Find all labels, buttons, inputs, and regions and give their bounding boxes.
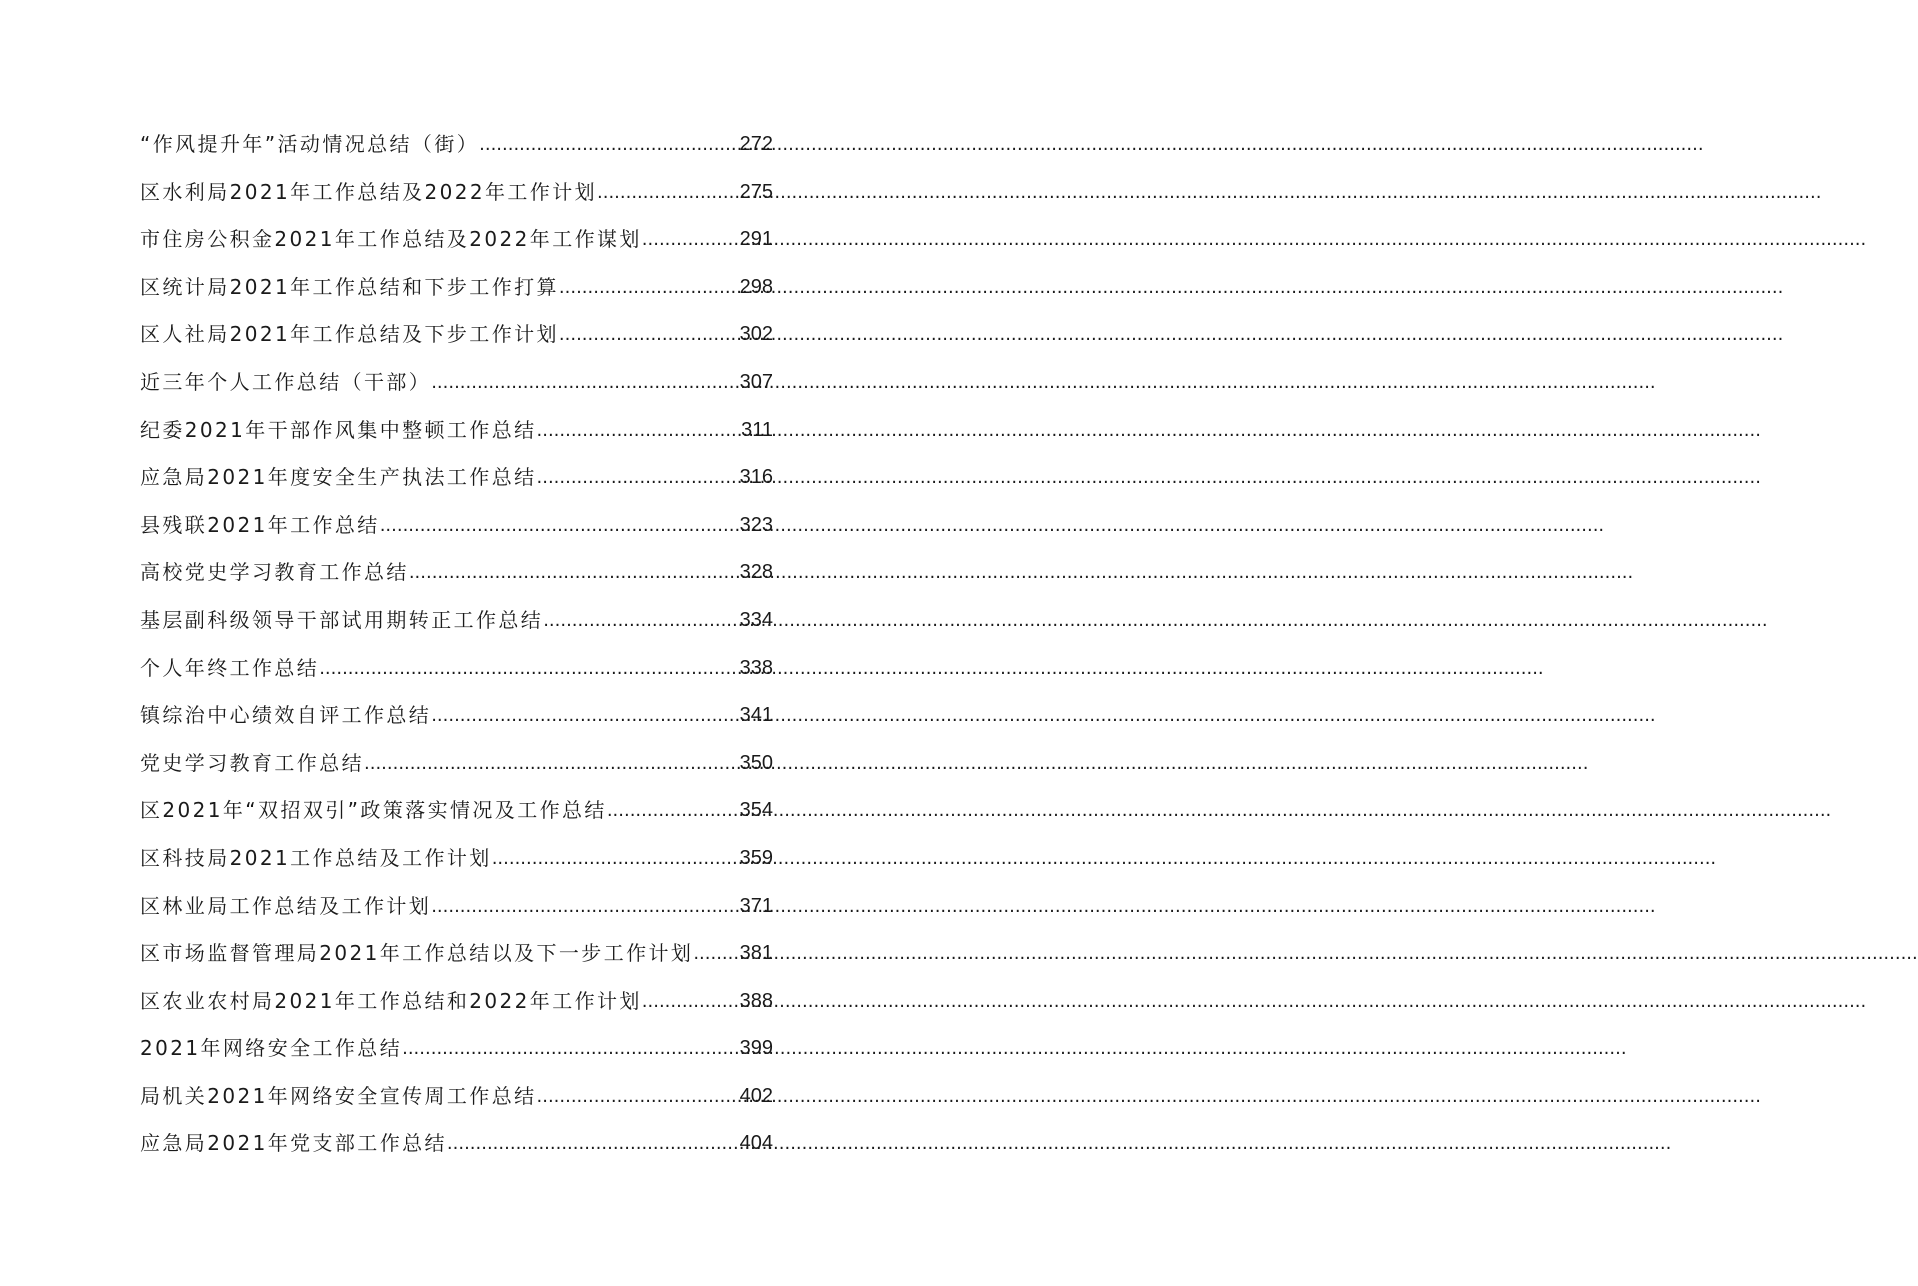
toc-entry-title: 区科技局2021工作总结及工作计划: [140, 845, 492, 870]
toc-entry-title: 纪委2021年干部作风集中整顿工作总结: [140, 417, 537, 442]
toc-entry-page: 298: [739, 275, 773, 298]
toc-entry-title: 个人年终工作总结: [140, 655, 320, 680]
toc-entry-title: 区统计局2021年工作总结和下步工作打算: [140, 274, 559, 299]
toc-entry-title: 基层副科级领导干部试用期转正工作总结: [140, 607, 544, 632]
toc-entry-page: 323: [739, 513, 773, 536]
toc-entry-title: 2021年网络安全工作总结: [140, 1036, 403, 1061]
toc-entry-title: 近三年个人工作总结（干部）: [140, 369, 432, 394]
toc-entry[interactable]: [140, 502, 773, 550]
toc-leader-dots: [642, 978, 740, 1026]
toc-entry-page: 302: [739, 323, 773, 346]
toc-entry[interactable]: [140, 692, 773, 740]
toc-entry-title: “作风提升年”活动情况总结（街）: [140, 132, 480, 156]
toc-entry[interactable]: [140, 311, 773, 359]
toc-leader-dots: [479, 121, 740, 169]
toc-leader-dots: [431, 883, 739, 931]
toc-entry-page: 402: [739, 1084, 773, 1107]
toc-entry[interactable]: [140, 169, 773, 217]
toc-leader-dots: [492, 835, 740, 883]
toc-entry[interactable]: [140, 645, 773, 693]
toc-entry[interactable]: [140, 454, 773, 502]
toc-entry[interactable]: [140, 740, 773, 788]
toc-entry-page: 338: [739, 656, 773, 679]
toc-entry-title: 党史学习教育工作总结: [140, 750, 364, 775]
toc-entry[interactable]: [140, 549, 773, 597]
table-of-contents: [140, 121, 773, 1168]
toc-entry[interactable]: [140, 597, 773, 645]
toc-entry-page: 371: [739, 894, 773, 917]
toc-entry-title: 区农业农村局2021年工作总结和2022年工作计划: [140, 988, 642, 1013]
toc-entry-page: 381: [739, 942, 773, 965]
toc-entry-title: 市住房公积金2021年工作总结及2022年工作谋划: [140, 227, 642, 252]
toc-leader-dots: [537, 454, 740, 502]
toc-entry-page: 404: [739, 1132, 773, 1155]
toc-entry-page: 307: [739, 370, 773, 393]
toc-entry[interactable]: [140, 978, 773, 1026]
toc-entry-page: 388: [739, 989, 773, 1012]
toc-entry[interactable]: [140, 359, 773, 407]
toc-entry-page: 316: [739, 466, 773, 489]
toc-entry[interactable]: [140, 121, 773, 169]
toc-entry[interactable]: [140, 264, 773, 312]
toc-entry-title: 局机关2021年网络安全宣传周工作总结: [140, 1083, 537, 1108]
toc-leader-dots: [642, 216, 740, 264]
toc-entry-page: 354: [739, 799, 773, 822]
toc-leader-dots: [597, 169, 740, 217]
toc-entry-page: 359: [739, 846, 773, 869]
toc-entry-page: 350: [739, 751, 773, 774]
toc-leader-dots: [693, 930, 739, 978]
toc-entry-page: 291: [739, 228, 773, 251]
toc-entry-page: 328: [739, 561, 773, 584]
toc-entry-title: 区水利局2021年工作总结及2022年工作计划: [140, 179, 597, 204]
toc-leader-dots: [607, 787, 740, 835]
toc-entry[interactable]: [140, 1120, 773, 1168]
toc-entry-page: 275: [739, 180, 773, 203]
toc-entry-title: 县残联2021年工作总结: [140, 512, 380, 537]
toc-leader-dots: [447, 1120, 740, 1168]
toc-entry[interactable]: [140, 1025, 773, 1073]
toc-entry-title: 应急局2021年度安全生产执法工作总结: [140, 465, 537, 490]
toc-entry-title: 应急局2021年党支部工作总结: [140, 1131, 447, 1156]
toc-leader-dots: [543, 597, 739, 645]
toc-entry-title: 区2021年“双招双引”政策落实情况及工作总结: [140, 798, 607, 823]
toc-entry-title: 区人社局2021年工作总结及下步工作计划: [140, 322, 559, 347]
toc-leader-dots: [559, 264, 740, 312]
toc-leader-dots: [409, 549, 740, 597]
toc-entry-title: 区市场监督管理局2021年工作总结以及下一步工作计划: [140, 941, 694, 966]
toc-entry[interactable]: [140, 787, 773, 835]
toc-leader-dots: [537, 1073, 740, 1121]
toc-leader-dots: [380, 502, 740, 550]
toc-entry-title: 高校党史学习教育工作总结: [140, 560, 409, 585]
toc-leader-dots: [431, 359, 739, 407]
toc-entry[interactable]: [140, 835, 773, 883]
toc-entry-page: 334: [739, 608, 773, 631]
toc-entry[interactable]: [140, 1073, 773, 1121]
toc-entry-page: 399: [739, 1037, 773, 1060]
toc-entry[interactable]: [140, 407, 773, 455]
toc-leader-dots: [364, 740, 740, 788]
toc-entry-page: 311: [741, 418, 773, 441]
toc-entry-page: 341: [739, 704, 773, 727]
toc-entry[interactable]: [140, 883, 773, 931]
toc-leader-dots: [402, 1025, 740, 1073]
toc-leader-dots: [319, 645, 739, 693]
toc-entry[interactable]: [140, 216, 773, 264]
toc-entry-title: 区林业局工作总结及工作计划: [140, 893, 432, 918]
toc-entry-title: 镇综治中心绩效自评工作总结: [140, 703, 432, 728]
toc-leader-dots: [559, 311, 740, 359]
toc-leader-dots: [537, 407, 742, 455]
toc-entry-page: 272: [739, 133, 773, 155]
toc-leader-dots: [431, 692, 739, 740]
toc-entry[interactable]: [140, 930, 773, 978]
